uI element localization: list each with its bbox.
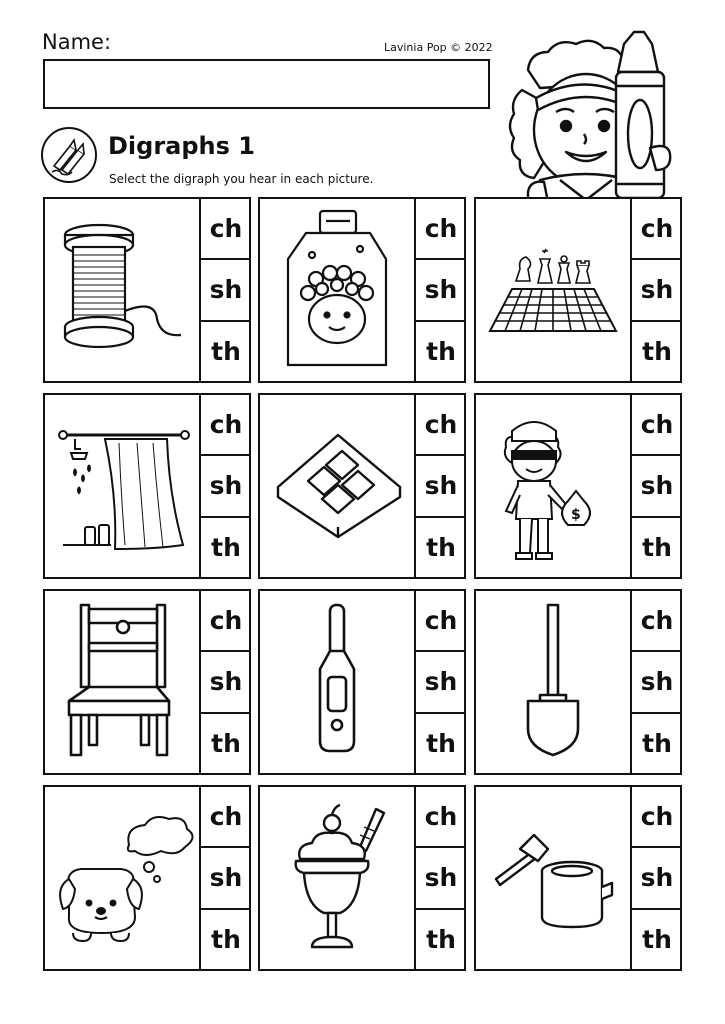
digraph-options — [199, 199, 251, 381]
girl-with-crayon-icon — [500, 30, 690, 212]
option-th[interactable]: th — [426, 924, 456, 954]
option-sh[interactable]: sh — [201, 260, 251, 321]
picture-card — [43, 197, 251, 383]
chocolate-bar-icon — [260, 395, 414, 577]
option-ch[interactable]: ch — [416, 787, 466, 848]
digraph-options — [630, 591, 682, 773]
option-ch[interactable]: ch — [201, 199, 251, 260]
shampoo-bottle-icon — [260, 199, 414, 381]
digraph-options — [414, 787, 466, 969]
option-th[interactable]: th — [426, 336, 456, 366]
thief-icon — [476, 395, 630, 577]
picture-card — [474, 393, 682, 579]
axe-chop-icon — [476, 787, 630, 969]
option-th[interactable]: th — [426, 532, 456, 562]
option-ch[interactable]: ch — [632, 199, 682, 260]
picture-card — [474, 589, 682, 775]
worksheet-title: Digraphs 1 — [108, 132, 255, 160]
option-ch[interactable]: ch — [632, 591, 682, 652]
option-ch[interactable]: ch — [416, 199, 466, 260]
picture-card — [258, 589, 466, 775]
option-th[interactable]: th — [211, 532, 241, 562]
name-label: Name: — [42, 30, 112, 54]
chess-board-icon — [476, 199, 630, 381]
picture-card — [474, 197, 682, 383]
option-sh[interactable]: sh — [416, 848, 466, 909]
option-sh[interactable]: sh — [632, 456, 682, 517]
option-ch[interactable]: ch — [632, 787, 682, 848]
option-sh[interactable]: sh — [416, 456, 466, 517]
crayons-badge-icon — [40, 126, 98, 184]
option-th[interactable]: th — [211, 924, 241, 954]
picture-card — [258, 393, 466, 579]
option-th[interactable]: th — [642, 336, 672, 366]
option-ch[interactable]: ch — [632, 395, 682, 456]
option-sh[interactable]: sh — [632, 652, 682, 713]
milkshake-icon — [260, 787, 414, 969]
option-sh[interactable]: sh — [632, 260, 682, 321]
thermometer-icon — [260, 591, 414, 773]
option-sh[interactable]: sh — [201, 652, 251, 713]
option-ch[interactable]: ch — [416, 591, 466, 652]
instructions-text: Select the digraph you hear in each picture. — [109, 172, 374, 186]
digraph-options — [199, 591, 251, 773]
digraph-options — [414, 591, 466, 773]
picture-card — [43, 393, 251, 579]
svg-text:$: $ — [571, 507, 581, 523]
picture-card — [43, 589, 251, 775]
digraph-options — [414, 199, 466, 381]
option-ch[interactable]: ch — [201, 395, 251, 456]
digraph-options — [630, 199, 682, 381]
digraph-options — [414, 395, 466, 577]
option-sh[interactable]: sh — [632, 848, 682, 909]
option-ch[interactable]: ch — [201, 591, 251, 652]
picture-card — [258, 785, 466, 971]
digraph-options — [630, 787, 682, 969]
dog-thinking-icon — [45, 787, 199, 969]
option-ch[interactable]: ch — [416, 395, 466, 456]
shovel-icon — [476, 591, 630, 773]
option-th[interactable]: th — [211, 336, 241, 366]
option-th[interactable]: th — [642, 532, 672, 562]
shower-icon — [45, 395, 199, 577]
option-sh[interactable]: sh — [201, 848, 251, 909]
digraph-options — [199, 395, 251, 577]
option-th[interactable]: th — [642, 728, 672, 758]
option-sh[interactable]: sh — [201, 456, 251, 517]
name-input-box[interactable] — [43, 59, 490, 109]
picture-card — [258, 197, 466, 383]
option-ch[interactable]: ch — [201, 787, 251, 848]
digraph-options — [630, 395, 682, 577]
option-sh[interactable]: sh — [416, 260, 466, 321]
copyright-credit: Lavinia Pop © 2022 — [384, 41, 493, 54]
option-th[interactable]: th — [211, 728, 241, 758]
option-th[interactable]: th — [426, 728, 456, 758]
option-th[interactable]: th — [642, 924, 672, 954]
picture-card — [43, 785, 251, 971]
thread-spool-icon — [45, 199, 199, 381]
option-sh[interactable]: sh — [416, 652, 466, 713]
picture-card — [474, 785, 682, 971]
chair-icon — [45, 591, 199, 773]
digraph-options — [199, 787, 251, 969]
